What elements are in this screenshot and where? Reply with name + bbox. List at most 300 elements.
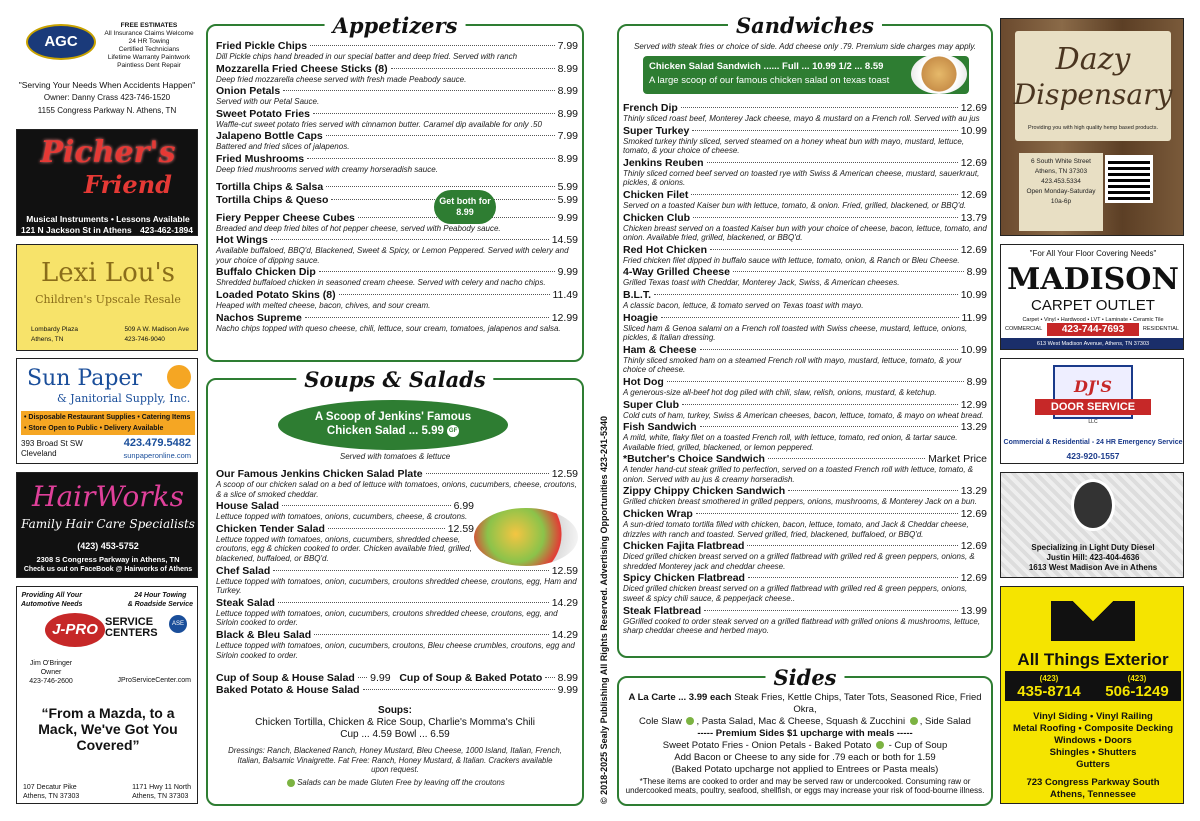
item-description: A scoop of our chicken salad on a bed of lettuce with tomatoes, onions, cucumbers, cheese, croutons, & a slice of smoked cheddar. bbox=[216, 480, 577, 499]
premium-heading: ----- Premium Sides $1 upcharge with meals ----- bbox=[697, 728, 913, 739]
agc-line: Paintless Dent Repair bbox=[117, 62, 181, 69]
sunpaper-line: • Store Open to Public bbox=[24, 425, 98, 432]
menu-item bbox=[216, 312, 578, 334]
item-name: Zippy Chippy Chicken Sandwich bbox=[623, 485, 786, 498]
lexi-ad[interactable] bbox=[16, 244, 198, 351]
dazy-addr: 10a-6p bbox=[1050, 198, 1072, 205]
menu-item bbox=[216, 212, 578, 234]
hairworks-addr: 2308 S Congress Parkway in Athens, TN bbox=[36, 555, 180, 564]
item-name: Loaded Potato Skins (8) bbox=[216, 288, 336, 301]
jpro-text: Automotive Needs bbox=[21, 601, 83, 608]
agc-address: 1155 Congress Parkway N. Athens, TN bbox=[37, 106, 177, 115]
diesel-line: 1613 West Madison Ave in Athens bbox=[1028, 563, 1158, 572]
menu-item bbox=[216, 500, 474, 522]
ate-area: (423) bbox=[1127, 674, 1147, 683]
sandwiches-panel bbox=[617, 13, 993, 658]
menu-item bbox=[623, 344, 987, 375]
djs-name: DOOR SERVICE bbox=[1035, 399, 1151, 415]
appetizers-panel bbox=[206, 13, 584, 362]
sunpaper-ad[interactable] bbox=[16, 358, 198, 464]
combo-price: 9.99 bbox=[370, 672, 391, 684]
item-description: Deep fried mozzarella cheese served with fresh made Peabody sauce. bbox=[216, 74, 467, 84]
ate-name: All Things Exterior bbox=[1017, 650, 1169, 669]
item-description: Breaded and deep fried bites of hot pepper cheese, served with Peabody sauce. bbox=[216, 223, 501, 233]
ate-area: (423) bbox=[1039, 674, 1059, 683]
menu-item bbox=[623, 157, 987, 188]
ate-service: Windows • Doors bbox=[1054, 735, 1132, 746]
qr-code-icon[interactable] bbox=[1105, 155, 1153, 203]
soups-list: Chicken Tortilla, Chicken & Rice Soup, Charlie's Momma's Chili bbox=[255, 717, 535, 728]
item-description: Shredded buffaloed chicken in seasoned cream cheese. Served with celery and nacho chips. bbox=[216, 278, 546, 288]
menu-item bbox=[216, 597, 578, 628]
soups-served: Served with tomatoes & lettuce bbox=[339, 452, 451, 461]
ate-ad[interactable] bbox=[1000, 586, 1184, 804]
soups-panel bbox=[206, 367, 584, 806]
sides-title: Sides bbox=[765, 665, 844, 690]
premium-list: - Cup of Soup bbox=[885, 740, 948, 751]
jpro-addr: 107 Decatur Pike bbox=[23, 784, 77, 791]
menu-item bbox=[623, 125, 987, 156]
item-name: Tortilla Chips & Salsa bbox=[216, 180, 324, 193]
dressings: Dressings: Ranch, Blackened Ranch, Honey Mustard, Bleu Cheese, 1000 Island, Italian, French, Italian, Balsamic Vinaigrette. Fat Free: Ranch, Honey Mustard, & Italian. Crackers available upon request. bbox=[228, 746, 562, 775]
menu-item bbox=[623, 289, 987, 311]
item-price: 12.59 bbox=[551, 468, 578, 480]
raw-warning: *These items are cooked to order and may be served raw or undercooked. Consuming raw or undercooked meats, poultry, seafood, shellfish, or eggs may increase your risk of food-bourne illness. bbox=[625, 777, 985, 795]
item-description: Grilled Texas toast with Cheddar, Monterey Jack, Swiss, & American cheeses. bbox=[623, 278, 900, 288]
jpro-addr: Athens, TN 37303 bbox=[23, 793, 80, 800]
sides-item: Cole Slaw bbox=[639, 716, 682, 727]
menu-item bbox=[623, 453, 987, 484]
madison-addr: 613 West Madison Avenue, Athens, TN 37303 bbox=[1001, 338, 1184, 350]
sides-alacarte: A La Carte ... 3.99 each bbox=[628, 692, 732, 703]
sunpaper-city: Cleveland bbox=[21, 449, 57, 458]
sunpaper-line: • Disposable Restaurant Supplies bbox=[24, 414, 136, 421]
item-description: Diced grilled chicken breast served on a grilled flatbread with grilled red & green peppers, onions, & shredded Monterey jack and cheddar cheese. bbox=[623, 552, 975, 571]
item-description: Lettuce topped with tomatoes, onions, cucumbers, cheese, & croutons. bbox=[216, 512, 468, 522]
item-price: 12.69 bbox=[960, 156, 987, 169]
menu-item bbox=[623, 540, 987, 571]
soups-cup-bowl: Cup ... 4.59 Bowl ... 6.59 bbox=[340, 729, 450, 740]
ate-service: Gutters bbox=[1076, 759, 1110, 770]
ate-addr: Athens, Tennessee bbox=[1050, 789, 1136, 800]
menu-item bbox=[216, 234, 578, 265]
item-description: Battered and fried slices of jalapenos. bbox=[216, 142, 350, 152]
item-price: 9.99 bbox=[557, 211, 578, 224]
menu-item bbox=[623, 605, 987, 636]
item-name: Our Famous Jenkins Chicken Salad Plate bbox=[216, 468, 423, 480]
dazy-tag: Providing you with high quality hemp based products. bbox=[1028, 125, 1158, 131]
item-price: Market Price bbox=[928, 453, 987, 466]
item-description: Thinly sliced smoked ham on a steamed French roll with mayo, mustard, lettuce, tomato, & your choice of cheese. bbox=[623, 355, 962, 375]
item-description: Available buffaloed, BBQ'd, Blackened, Sweet & Spicy, or Lemon Peppered. Served with celery and your choice of dipping sauce. bbox=[216, 246, 569, 265]
item-description: Thinly sliced roast beef, Monterey Jack cheese, mayo & mustard on a French roll. Served with au jus bbox=[623, 114, 980, 123]
item-price: 12.69 bbox=[960, 508, 987, 521]
skull-logo-icon bbox=[1071, 479, 1115, 531]
gf-icon bbox=[686, 717, 694, 725]
item-description: A tender hand-cut steak grilled to perfection, served on a toasted French roll with lettuce, tomato, & onion. Served with au jus & creamy horseradish. bbox=[623, 465, 974, 484]
salad-photo bbox=[474, 508, 578, 566]
item-description: Smoked turkey thinly sliced, served steamed on a honey wheat bun with mayo, mustard, lettuce, tomato, & your choice of cheese. bbox=[623, 136, 965, 156]
sides-addon: Add Bacon or Cheese to any side for .79 each or both for 1.59 bbox=[674, 752, 936, 763]
agc-ad[interactable] bbox=[16, 18, 198, 121]
item-description: A generous-size all-beef hot dog piled with chili, slaw, relish, onions, mustard, & ketchup. bbox=[623, 387, 937, 397]
jpro-text: 24 Hour Towing bbox=[134, 592, 187, 599]
item-price: 5.99 bbox=[557, 193, 578, 206]
item-name: Chicken Wrap bbox=[623, 508, 693, 521]
jpro-web[interactable]: JProServiceCenter.com bbox=[117, 677, 191, 684]
menu-item bbox=[623, 421, 987, 452]
item-description: Grilled chicken breast smothered in grilled peppers, onions, mushrooms, & Monterey Jack on a bun. bbox=[623, 497, 977, 507]
item-price: 8.99 bbox=[557, 107, 578, 120]
item-name: Buffalo Chicken Dip bbox=[216, 266, 316, 279]
menu-item bbox=[623, 508, 987, 539]
pichers-addr: 121 N Jackson St in Athens bbox=[21, 225, 132, 235]
item-description: Lettuce topped with tomatoes, onions, cucumbers, shredded cheese, croutons, egg & chicken cooked to order. Chicken available fried, grilled, blackened, buffaloed, or BBQ'd. bbox=[216, 534, 472, 563]
item-name: Nachos Supreme bbox=[216, 311, 302, 324]
item-price: 13.29 bbox=[960, 485, 987, 498]
menu-item bbox=[216, 289, 578, 311]
jpro-text: Providing All Your bbox=[21, 592, 82, 599]
menu-item bbox=[216, 85, 578, 107]
djs-phone: 423-920-1557 bbox=[1066, 451, 1120, 461]
item-description: Served with our Petal Sauce. bbox=[216, 97, 320, 107]
hairworks-fb: Check us out on FaceBook @ Hairworks of Athens bbox=[23, 566, 193, 573]
pichers-name: Picher's bbox=[40, 135, 176, 170]
item-price: 11.99 bbox=[961, 311, 987, 324]
copyright bbox=[596, 410, 612, 810]
item-price: 10.99 bbox=[960, 288, 987, 301]
item-price: 12.99 bbox=[960, 398, 987, 411]
item-description: Waffle-cut sweet potato fries served with cinnamon butter. Caramel dip available for only .50 bbox=[216, 119, 542, 129]
item-description: GGrilled cooked to order steak served on a grilled flatbread with grilled onions & mushrooms, lettuce, sharp cheddar cheese and herbed mayo. bbox=[623, 616, 981, 636]
item-description: Served on a toasted Kaiser bun with lettuce, tomato, & onion. Fried, grilled, blackened, or BBQ'd. bbox=[623, 200, 967, 210]
combo-price: 8.99 bbox=[557, 672, 578, 684]
item-name: Hot Wings bbox=[216, 234, 268, 247]
agc-logo: AGC bbox=[26, 24, 96, 60]
dazy-addr: Open Monday-Saturday bbox=[1026, 188, 1096, 195]
gf-icon bbox=[287, 779, 295, 787]
item-name: Steak Salad bbox=[216, 596, 275, 609]
sunpaper-phone: 423.479.5482 bbox=[123, 437, 191, 449]
hairworks-name: HairWorks bbox=[32, 480, 184, 513]
item-name: Red Hot Chicken bbox=[623, 243, 708, 256]
item-price: 8.99 bbox=[557, 152, 578, 165]
jpro-owner-title: Owner bbox=[40, 669, 62, 676]
pichers-ad[interactable] bbox=[16, 129, 198, 236]
item-name: Fried Mushrooms bbox=[216, 152, 305, 165]
item-description: Fried chicken filet dipped in buffalo sauce with lettuce, tomato, onion, & Ranch or Bleu Cheese. bbox=[623, 255, 960, 265]
combo-name: Cup of Soup & House Salad bbox=[216, 672, 355, 684]
menu-item bbox=[216, 629, 578, 660]
sandwiches-title: Sandwiches bbox=[728, 13, 882, 38]
sunpaper-web[interactable]: sunpaperonline.com bbox=[123, 451, 191, 460]
jpro-sub: CENTERS bbox=[105, 627, 158, 639]
get-both-text: Get both for 8.99 bbox=[439, 196, 491, 217]
ate-service: Metal Roofing • Composite Decking bbox=[1012, 723, 1174, 734]
menu-item bbox=[216, 40, 578, 62]
pichers-line: Musical Instruments • Lessons Available bbox=[26, 214, 190, 224]
oval-line: Chicken Salad ... 5.99 bbox=[326, 425, 444, 437]
agc-line: Certified Technicians bbox=[118, 46, 180, 53]
item-name: Spicy Chicken Flatbread bbox=[623, 572, 745, 585]
item-price: 12.69 bbox=[960, 540, 987, 553]
jpro-addr: Athens, TN 37303 bbox=[132, 793, 189, 800]
item-price: 14.59 bbox=[551, 234, 578, 247]
agc-line: All Insurance Claims Welcome bbox=[104, 30, 194, 37]
item-name: Chef Salad bbox=[216, 564, 271, 577]
item-description: Lettuce topped with tomatoes, onion, cucumbers, croutons, Bleu cheese crumbles, croutons, egg and Sirloin cooked to order. bbox=[216, 640, 575, 660]
agc-line: 24 HR Towing bbox=[128, 38, 170, 45]
lexi-addr: 423-746-9040 bbox=[124, 336, 165, 343]
item-price: 12.99 bbox=[551, 311, 578, 324]
item-price: 7.99 bbox=[557, 130, 578, 143]
item-name: Ham & Cheese bbox=[623, 343, 697, 356]
premium-list: Sweet Potato Fries - Onion Petals - Baked Potato bbox=[662, 740, 872, 751]
item-description: A classic bacon, lettuce, & tomato served on Texas toast with mayo. bbox=[623, 300, 864, 310]
combo-name: Cup of Soup & Baked Potato bbox=[399, 672, 543, 684]
diesel-ad[interactable] bbox=[1000, 472, 1184, 578]
item-name: Hot Dog bbox=[623, 375, 664, 388]
item-price: 12.59 bbox=[551, 564, 578, 577]
item-name: Chicken Club bbox=[623, 211, 691, 224]
lexi-tag: Children's Upscale Resale bbox=[35, 293, 181, 306]
item-description: Dill Pickle chips hand breaded in our special batter and deep fried. Served with ranch bbox=[216, 52, 518, 61]
sides-list: , Side Salad bbox=[919, 716, 971, 727]
item-price: 6.99 bbox=[453, 500, 474, 513]
menu-item bbox=[623, 399, 987, 421]
agc-slogan: "Serving Your Needs When Accidents Happen" bbox=[18, 80, 196, 90]
item-name: Hoagie bbox=[623, 311, 659, 324]
menu-item bbox=[623, 572, 987, 603]
jpro-owner: Jim O'Bringer bbox=[29, 660, 73, 667]
item-name: Super Turkey bbox=[623, 124, 690, 137]
item-description: Lettuce topped with tomatoes, onion, cucumbers, croutons shredded cheese, croutons, egg, Ham and Turkey. bbox=[216, 576, 577, 596]
menu-item bbox=[216, 194, 578, 206]
item-name: Onion Petals bbox=[216, 85, 281, 98]
item-price: 14.29 bbox=[551, 628, 578, 641]
agc-line: FREE ESTIMATES bbox=[120, 22, 178, 29]
sandwich-photo bbox=[911, 54, 967, 94]
djs-llc: LLC bbox=[1088, 419, 1098, 425]
copyright-text: © 2018-2025 Sealy Publishing All Rights Reserved. Advertising Opportunities 423-241-5340 bbox=[599, 415, 609, 805]
item-name: Tortilla Chips & Queso bbox=[216, 193, 329, 206]
item-price: 11.49 bbox=[552, 288, 578, 301]
combo-price: 9.99 bbox=[557, 684, 578, 696]
ate-service: Shingles • Shutters bbox=[1049, 747, 1137, 758]
menu-item bbox=[623, 244, 987, 266]
item-price: 7.99 bbox=[557, 40, 578, 52]
menu-item bbox=[216, 565, 578, 596]
item-description: A mild, white, flaky filet on a toasted French roll, with lettuce, tomato, red onion, & tartar sauce. Available fried, grilled, blackened, or lemon peppered. bbox=[623, 433, 958, 452]
soups-heading: Soups: bbox=[378, 705, 412, 716]
hairworks-ad[interactable] bbox=[16, 472, 198, 578]
item-price: 10.99 bbox=[960, 124, 987, 137]
gf-icon bbox=[910, 717, 918, 725]
dazy-addr: 6 South White Street bbox=[1031, 158, 1091, 165]
sunpaper-addr: 393 Broad St SW bbox=[21, 439, 83, 448]
item-name: 4-Way Grilled Cheese bbox=[623, 266, 730, 279]
hairworks-tag: Family Hair Care Specialists bbox=[21, 517, 195, 531]
lexi-addr: Lombardy Plaza bbox=[31, 326, 78, 333]
menu-item bbox=[623, 376, 987, 398]
item-name: House Salad bbox=[216, 500, 280, 513]
item-price: 13.99 bbox=[960, 604, 987, 617]
item-price: 9.99 bbox=[557, 266, 578, 279]
menu-item bbox=[216, 266, 578, 288]
jpro-quote: “From a Mazda, to a Mack, We've Got You Covered” bbox=[38, 705, 178, 753]
ate-phone: 435-8714 bbox=[1017, 683, 1081, 700]
jpro-addr: 1171 Hwy 11 North bbox=[132, 784, 191, 791]
madison-sub: CARPET OUTLET bbox=[1031, 297, 1155, 314]
item-price: 8.99 bbox=[966, 375, 987, 388]
djs-line: Commercial & Residential - 24 HR Emergency Service bbox=[1003, 439, 1183, 446]
madison-com: COMMERCIAL bbox=[1005, 326, 1043, 332]
item-description: Cold cuts of ham, turkey, Swiss & American cheeses, bacon, lettuce, tomato, & mayo on wheat bread. bbox=[623, 410, 984, 420]
item-price: 12.69 bbox=[960, 243, 987, 256]
menu-item bbox=[216, 63, 578, 85]
item-name: Chicken Tender Salad bbox=[216, 522, 325, 535]
item-price: 12.69 bbox=[960, 188, 987, 201]
sunpaper-name: Sun Paper bbox=[27, 366, 142, 391]
sunpaper-line: • Catering Items bbox=[137, 414, 191, 421]
jpro-sub: SERVICE bbox=[105, 616, 154, 628]
item-name: Mozzarella Fried Cheese Sticks (8) bbox=[216, 62, 388, 75]
agc-line: Lifetime Warranty Paintwork bbox=[107, 54, 191, 61]
sunpaper-name2: & Janitorial Supply, Inc. bbox=[57, 392, 191, 405]
sides-list: , Pasta Salad, Mac & Cheese, Squash & Zucchini bbox=[696, 716, 906, 727]
lexi-name: Lexi Lou's bbox=[40, 258, 176, 288]
sunpaper-line: • Delivery Available bbox=[99, 425, 164, 432]
item-name: Chicken Fajita Flatbread bbox=[623, 540, 745, 553]
jpro-phone: 423-746-2600 bbox=[29, 678, 73, 685]
item-price: 13.79 bbox=[960, 211, 987, 224]
item-name: Chicken Filet bbox=[623, 188, 689, 201]
jpro-logo: J-PRO bbox=[45, 613, 105, 647]
house-icon bbox=[1051, 601, 1135, 641]
gf-icon: GF bbox=[447, 425, 459, 437]
lexi-addr: 509 A W. Madison Ave bbox=[124, 326, 189, 333]
item-name: *Butcher's Choice Sandwich bbox=[623, 453, 765, 466]
hairworks-phone: (423) 453-5752 bbox=[77, 541, 139, 551]
sandwiches-intro: Served with steak fries or choice of side. Add cheese only .79. Premium side charges may apply. bbox=[634, 42, 976, 51]
banner-line: A large scoop of our famous chicken salad on texas toast bbox=[649, 75, 890, 86]
dazy-name2: Dispensary bbox=[1013, 78, 1173, 111]
sides-list: Steak Fries, Kettle Chips, Tater Tots, Seasoned Rice, Fried Okra, bbox=[731, 692, 982, 715]
banner-line: Chicken Salad Sandwich ...... Full ... 10.99 1/2 ... 8.59 bbox=[649, 61, 884, 72]
item-name: B.L.T. bbox=[623, 288, 651, 301]
lexi-addr: Athens, TN bbox=[31, 336, 64, 343]
menu-item bbox=[216, 108, 578, 130]
item-price: 5.99 bbox=[557, 180, 578, 193]
menu-item bbox=[216, 468, 578, 499]
item-name: Black & Bleu Salad bbox=[216, 628, 312, 641]
gf-note: Salads can be made Gluten Free by leaving off the croutons bbox=[297, 777, 505, 787]
djs-logo: DJ'S bbox=[1074, 377, 1112, 396]
soups-title: Soups & Salads bbox=[296, 367, 493, 392]
item-name: Steak Flatbread bbox=[623, 604, 702, 617]
pichers-name2: Friend bbox=[84, 170, 172, 199]
menu-item bbox=[623, 485, 987, 507]
menu-item bbox=[623, 312, 987, 343]
ate-addr: 723 Congress Parkway South bbox=[1026, 777, 1160, 788]
item-price: 10.99 bbox=[960, 343, 987, 356]
item-description: Diced grilled chicken breast served on a grilled flatbread with grilled red & green peppers, onions, sweet & spicy chili sauce, & pepperjack cheese.. bbox=[623, 584, 968, 604]
sides-panel bbox=[617, 665, 993, 806]
madison-res: RESIDENTIAL bbox=[1142, 326, 1179, 332]
menu-item bbox=[216, 153, 578, 175]
jpro-text: & Roadside Service bbox=[127, 601, 193, 608]
sides-note: (Baked Potato upcharge not applied to Entrees or Pasta meals) bbox=[671, 764, 939, 775]
item-name: Sweet Potato Fries bbox=[216, 107, 310, 120]
menu-item bbox=[623, 102, 987, 124]
item-description: Chicken breast served on a toasted Kaiser bun with your choice of cheese, bacon, lettuce, tomato, and onion. Available fried, grilled, blackened, or BBQ'd. bbox=[623, 223, 987, 243]
item-description: Nacho chips topped with queso cheese, chili, lettuce, sour cream, tomatoes, jalapenos and salsa. bbox=[216, 323, 561, 333]
item-name: Jalapeno Bottle Caps bbox=[216, 130, 323, 143]
item-description: Sliced ham & Genoa salami on a French roll toasted with Swiss cheese, mustard, lettuce, onions, pickles, & Italian dressing. bbox=[623, 323, 968, 343]
ate-phone: 506-1249 bbox=[1105, 683, 1169, 700]
diesel-line: Specializing in Light Duty Diesel bbox=[1031, 543, 1155, 552]
item-price: 8.99 bbox=[557, 62, 578, 75]
item-name: Fish Sandwich bbox=[623, 421, 697, 434]
chicken-salad-oval bbox=[278, 400, 508, 450]
item-price: 12.69 bbox=[960, 572, 987, 585]
item-name: Jenkins Reuben bbox=[623, 156, 704, 169]
madison-ad[interactable] bbox=[1000, 244, 1184, 350]
item-name: Super Club bbox=[623, 398, 680, 411]
ate-service: Vinyl Siding • Vinyl Railing bbox=[1033, 711, 1153, 722]
dazy-addr: 423.453.5334 bbox=[1041, 178, 1081, 185]
madison-name: MADISON bbox=[1007, 262, 1179, 297]
item-price: 12.59 bbox=[447, 522, 474, 535]
menu-item bbox=[623, 212, 987, 243]
agc-owner: Owner: Danny Crass 423-746-1520 bbox=[43, 93, 171, 102]
appetizers-title: Appetizers bbox=[325, 13, 466, 38]
dazy-addr: Athens, TN 37303 bbox=[1034, 168, 1088, 175]
item-name: French Dip bbox=[623, 102, 678, 114]
item-price: 8.99 bbox=[966, 266, 987, 279]
menu-item bbox=[216, 181, 578, 193]
dazy-name: Dazy bbox=[1055, 42, 1131, 77]
djs-ad[interactable] bbox=[1000, 358, 1184, 464]
combo-name: Baked Potato & House Salad bbox=[216, 684, 360, 696]
get-both-badge bbox=[434, 190, 496, 224]
madison-items: Carpet • Vinyl • Hardwood • LVT • Laminate • Ceramic Tile bbox=[1022, 317, 1164, 323]
item-description: Lettuce topped with tomatoes, onion, cucumbers, croutons shredded cheese, croutons, egg, and Sirloin cooked to order. bbox=[216, 608, 558, 628]
item-price: 14.29 bbox=[551, 596, 578, 609]
item-description: A sun-dried tomato tortilla filled with chicken, bacon, lettuce, tomato, and Jack & Cheddar cheese, drizzles with ranch and toasted. Served grilled, fried, blackened, buffaloed, or BBQ'd. bbox=[623, 520, 969, 539]
item-price: 13.29 bbox=[960, 421, 987, 434]
sun-icon bbox=[167, 365, 191, 389]
menu-item bbox=[216, 130, 578, 152]
menu-item bbox=[623, 266, 987, 288]
item-description: Heaped with melted cheese, bacon, chives, and sour cream. bbox=[216, 300, 431, 310]
item-description: Thinly sliced corned beef served on toasted rye with Swiss & American cheese, mustard, sauerkraut, pickles, & onions. bbox=[623, 168, 980, 188]
gf-icon bbox=[876, 741, 884, 749]
menu-item bbox=[623, 189, 987, 211]
madison-top: "For All Your Floor Covering Needs" bbox=[1029, 249, 1157, 258]
pichers-phone: 423-462-1894 bbox=[140, 225, 193, 235]
item-price: 8.99 bbox=[557, 85, 578, 98]
item-name: Fried Pickle Chips bbox=[216, 40, 308, 52]
jpro-ad[interactable] bbox=[16, 586, 198, 804]
item-name: Fiery Pepper Cheese Cubes bbox=[216, 211, 355, 224]
menu-item bbox=[216, 523, 474, 564]
diesel-line: Justin Hill: 423-404-4636 bbox=[1046, 553, 1140, 562]
oval-line: A Scoop of Jenkins' Famous bbox=[314, 411, 472, 423]
dazy-ad[interactable] bbox=[1000, 18, 1184, 236]
ase-icon: ASE bbox=[169, 615, 187, 633]
item-price: 12.69 bbox=[960, 102, 987, 114]
